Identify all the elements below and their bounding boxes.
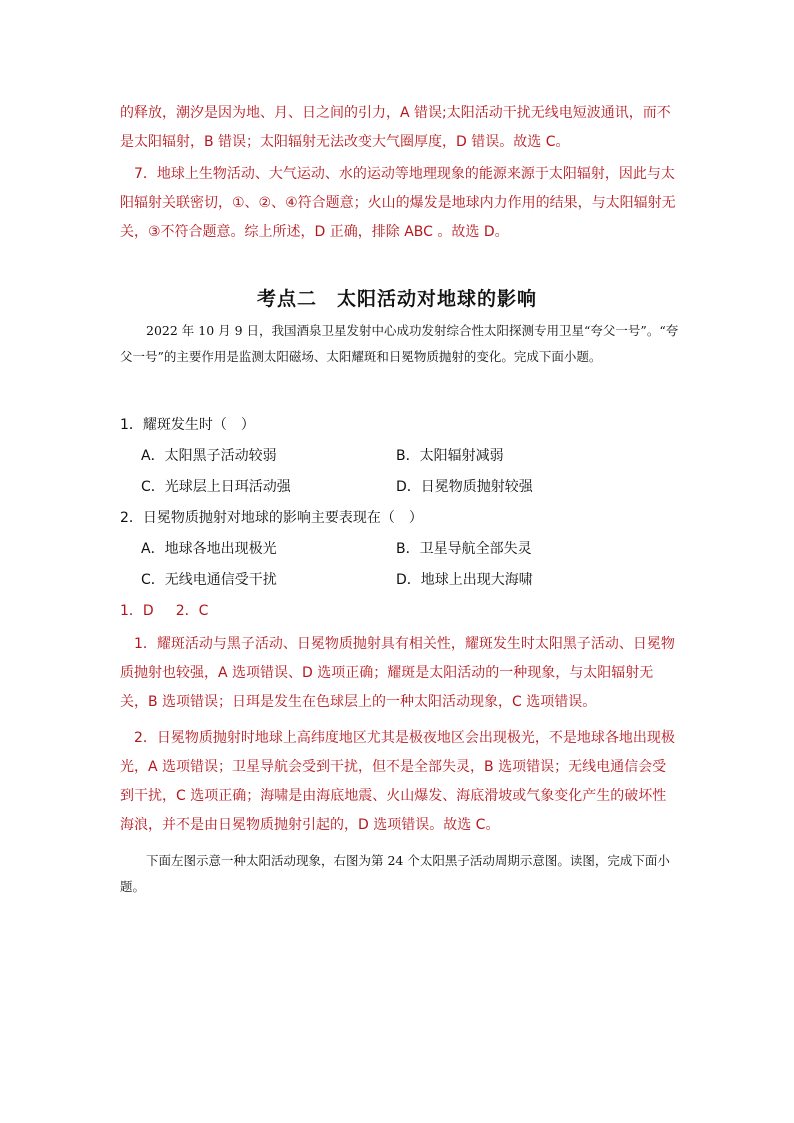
material-intro: 2022 年 10 月 9 日，我国酒泉卫星发射中心成功发射综合性太阳探测专用卫星“夸父一号”。“夸父一号”的主要作用是监测太阳磁场、太阳耀斑和日冕物质抛射的变化。完成下面小题。 xyxy=(120,323,679,364)
question-2-stem: 2．日冕物质抛射对地球的影响主要表现在（ ） xyxy=(120,510,423,526)
question-1-option-b: B．太阳辐射减弱 xyxy=(396,448,504,464)
explanation-2: 2．日冕物质抛射时地球上高纬度地区尤其是极夜地区会出现极光，不是地球各地出现极光，A 选项错误；卫星导航会受到干扰，但不是全部失灵，B 选项错误；无线电通信会受到干扰，C 选项正确；海啸是由海底地震、火山爆发、海底滑坡或气象变化产生的破坏性海浪，并不是由日冕物质抛射引起的，D 选项错误。故选 C。 xyxy=(120,730,675,833)
answer-1: 1．D xyxy=(120,603,154,619)
question-1-stem: 1．耀斑发生时（ ） xyxy=(120,417,255,433)
question-2-option-b: B．卫星导航全部失灵 xyxy=(396,541,532,557)
explanation-1: 1．耀斑活动与黑子活动、日冕物质抛射具有相关性，耀斑发生时太阳黑子活动、日冕物质抛射也较强，A 选项错误、D 选项正确；耀斑是太阳活动的一种现象，与太阳辐射无关，B 选项错误；日珥是发生在色球层上的一种太阳活动现象，C 选项错误。 xyxy=(120,636,675,710)
question-1-option-a: A．太阳黑子活动较弱 xyxy=(141,448,277,464)
answer-key xyxy=(120,601,208,621)
previous-explanation-tail: 的释放，潮汐是因为地、月、日之间的引力，A 错误;太阳活动干扰无线电短波通讯，而不是太阳辐射，B 错误；太阳辐射无法改变大气圈厚度，D 错误。故选 C。 xyxy=(120,105,671,150)
section-title: 考点二 太阳活动对地球的影响 xyxy=(256,288,537,310)
next-material-intro: 下面左图示意一种太阳活动现象，右图为第 24 个太阳黑子活动周期示意图。读图，完成下面小题。 xyxy=(120,853,670,894)
question-2-option-a: A．地球各地出现极光 xyxy=(141,541,277,557)
question-2-option-d: D．地球上出现大海啸 xyxy=(396,572,533,588)
question-1-option-d: D．日冕物质抛射较强 xyxy=(396,479,533,495)
question-1-option-c: C．光球层上日珥活动强 xyxy=(141,479,291,495)
answer-2: 2．C xyxy=(175,603,209,619)
previous-explanation-q7: 7．地球上生物活动、大气运动、水的运动等地理现象的能源来源于太阳辐射，因此与太阳辐射关联密切，①、②、④符合题意；火山的爆发是地球内力作用的结果，与太阳辐射无关，③不符合题意。综上所述，D 正确，排除 ABC 。故选 D。 xyxy=(120,166,676,240)
question-2-option-c: C．无线电通信受干扰 xyxy=(141,572,277,588)
